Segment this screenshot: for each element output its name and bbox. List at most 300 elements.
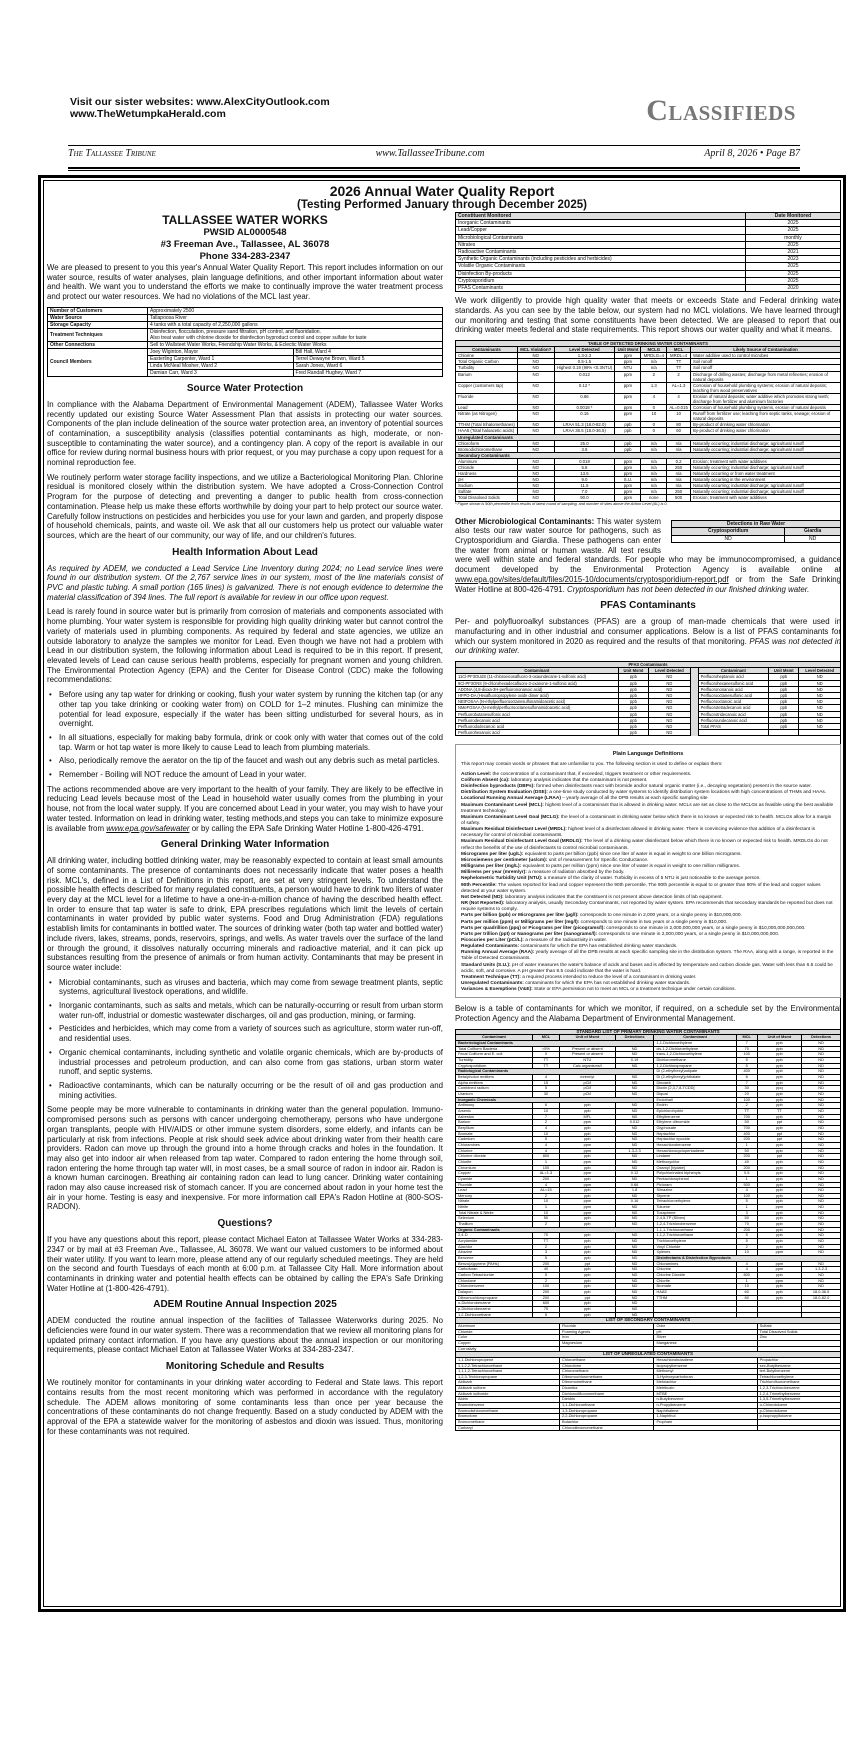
cell: ppm xyxy=(560,1171,616,1177)
cell: Total Dissolved Solids xyxy=(456,495,518,501)
table-row xyxy=(456,256,841,263)
cell: Hexachlorocyclopentadiene xyxy=(654,1148,736,1154)
cell: 1,2,3-Trichlorobenzene xyxy=(757,1386,840,1392)
cell: ppm xyxy=(757,1267,802,1273)
cell: p-Chlorotoluene xyxy=(757,1408,840,1414)
cell: ppb xyxy=(769,717,799,723)
cell: 5 xyxy=(532,1137,559,1143)
cell: Asbestos xyxy=(456,1114,533,1120)
cell: Perfluorotridecanoic acid xyxy=(698,711,768,717)
col-header: Detections xyxy=(802,1035,841,1041)
cell: ppm xyxy=(615,382,641,393)
contaminant-sources xyxy=(59,978,443,1101)
cell: 9.0 xyxy=(554,477,615,483)
cell: TTHM (Total trihalomethanes) xyxy=(456,422,518,428)
cell: ND xyxy=(802,1069,841,1075)
paragraph xyxy=(455,617,841,656)
cell: 50 xyxy=(532,1216,559,1222)
cell: NO xyxy=(518,483,555,489)
cell: ND xyxy=(615,1222,654,1228)
cell: 5 xyxy=(532,1256,559,1262)
cell: Dichloromethane xyxy=(654,1058,736,1064)
cell: Carbofuran xyxy=(456,1267,533,1273)
cell: ND xyxy=(802,1046,841,1052)
cell: Cryptosporidium xyxy=(456,1063,533,1069)
cell: NO xyxy=(518,393,555,404)
cell: Bromomethane xyxy=(456,1420,560,1426)
cell: 400 xyxy=(736,1069,757,1075)
cell: ppb xyxy=(560,1306,616,1312)
cell: ND xyxy=(802,1086,841,1092)
cell: Highest 0.19 (99% <0.3NTU) xyxy=(554,365,615,371)
cell: ND xyxy=(802,1216,841,1222)
value xyxy=(148,328,443,341)
cell: pH xyxy=(654,1329,757,1335)
cell: ppb xyxy=(560,1216,616,1222)
cell: 6 xyxy=(532,1103,559,1109)
definition-term: Milligrams per liter (mg/L): xyxy=(461,864,522,870)
cell: ND xyxy=(802,1227,841,1233)
cell: Chloride xyxy=(456,465,518,471)
paragraph: All drinking water, including bottled drinking water, may be reasonably expected to contain at least small amounts of some contaminants. The presence of contaminants does not necessarily indicate that water poses a health risk. MCL's, defined in a List of Definitions in this report, are set at very stringent levels. To understand the possible health effects described for many regulated constituents, a person would have to drink two liters of water every day at the MCL level for a lifetime to have a one-in-a-million chance of having the described health effect. In order to ensure that tap water is safe to drink, EPA prescribes regulations which limit the levels of certain contaminants in water provided by public water systems. Food and Drug Administration (FDA) regulations establish limits for contaminants in bottled water. The sources of drinking water (both tap water and bottled water) include rivers, lakes, streams, ponds, reservoirs, springs, and wells. As water travels over the surface of the land or through the ground, it dissolves naturally occurring minerals and radioactive material, and it can pick up substances resulting from the presence of animals or from human activity. Contaminants that may be present in source water include: xyxy=(47,856,443,972)
cell: By-product of drinking water chlorination xyxy=(691,422,841,428)
cell: ppb xyxy=(618,686,648,692)
cell: ND xyxy=(799,705,841,711)
cell: n/a xyxy=(641,359,667,365)
definition-text: highest level of a disinfectant allowed in drinking water. There is convincing evidence that addition of a disinfectant is necessary for control of microbial contaminants. xyxy=(461,827,815,839)
cell: Chloride xyxy=(456,1329,560,1335)
definition-text: yearly average of all the DPB results at each specific sampling site in the distribution system. The RAA, along with a range, is reported in the Table of Detected Contaminants. xyxy=(461,950,834,962)
cell: ppb xyxy=(560,1289,616,1295)
cell: ppm xyxy=(615,495,641,501)
treatment-line: Disinfection, flocculation, pressure sand filtration, pH control, and fluoridation. xyxy=(150,328,321,335)
cell: TT xyxy=(667,365,691,371)
cell: 2 xyxy=(736,1103,757,1109)
cell: Metribuzin xyxy=(654,1386,757,1392)
cell: ppb xyxy=(769,686,799,692)
cell: TT xyxy=(532,1239,559,1245)
cell: ppb xyxy=(560,1193,616,1199)
definition-text: unit of measurement for Specific Conductance. xyxy=(547,857,649,863)
cell: 10 xyxy=(736,1250,757,1256)
cell: 4 xyxy=(532,1148,559,1154)
cell: 13.5 xyxy=(554,471,615,477)
section-label: Unregulated Contaminants xyxy=(456,434,841,440)
cell: Naturally occurring or from water treatment xyxy=(691,471,841,477)
cell: Chlorobenzene xyxy=(456,1284,533,1290)
cell: ppb xyxy=(769,674,799,680)
definition-text: corresponds to one minute in 2,000 years, or a single penny in $10,000,000. xyxy=(578,913,742,919)
cell: Dieldrin xyxy=(560,1397,654,1403)
definition-term: Running Annual Average (RAA): xyxy=(461,950,535,956)
cell: Tetrachloroethylene xyxy=(757,1374,840,1380)
cell: Total Nitrate & Nitrite xyxy=(456,1210,533,1216)
cell: 200 xyxy=(736,1154,757,1160)
cell: ppm xyxy=(757,1205,802,1211)
cell: NO xyxy=(518,465,555,471)
cell: ppb xyxy=(757,1233,802,1239)
cell: ND xyxy=(802,1063,841,1069)
cell: Naturally occurring; industrial discharge; agricultural runoff xyxy=(691,446,841,452)
cell: Barium xyxy=(456,371,518,382)
cell: ppb xyxy=(757,1188,802,1194)
crypto-report-link[interactable]: www.epa.gov/sites/default/files/2015-10/documents/cryptosporidium-report.pdf xyxy=(455,574,729,584)
cell: ND xyxy=(615,1239,654,1245)
cell: NMeFOSAA (N-methylperfluorooctanesulfonamidoacetic acid) xyxy=(456,705,619,711)
cell: ND xyxy=(615,1216,654,1222)
cell: Chlordane xyxy=(456,1278,533,1284)
col-header: Contaminant xyxy=(654,1035,736,1041)
cell: ND xyxy=(802,1125,841,1131)
cell: ND xyxy=(615,1250,654,1256)
folio-strip xyxy=(68,148,800,162)
definition-text: highest level of a contaminant that is allowed in drinking water. MCLs are set as close to the MCLGs as feasible using the best available treatment technology. xyxy=(461,802,834,814)
cell: ppb xyxy=(560,1137,616,1143)
cell: n/a xyxy=(641,483,667,489)
water-report-ad xyxy=(38,175,846,1612)
cell: Calc.organisms/l xyxy=(560,1063,616,1069)
cell: 80 xyxy=(667,422,691,428)
cell: 2 xyxy=(641,371,667,382)
cell: ND xyxy=(615,1301,654,1307)
cell: ND xyxy=(649,693,691,699)
cell: 4 xyxy=(736,1267,757,1273)
cell: 5 xyxy=(532,1312,559,1318)
cell: ND xyxy=(802,1154,841,1160)
cell: ppb xyxy=(757,1176,802,1182)
cell: ppm xyxy=(615,411,641,422)
cell: 800 xyxy=(736,1273,757,1279)
definition-term: Action Level: xyxy=(461,771,492,777)
cell: ppb xyxy=(757,1239,802,1245)
cell: ND xyxy=(802,1193,841,1199)
table-row xyxy=(456,495,841,501)
cell: Bromoform xyxy=(456,1414,560,1420)
definition-text: the level of a contaminant in drinking water below which there is no known or expected risk to health. MCLGs allow for a margin of safety. xyxy=(461,814,832,827)
cell: Beta/photon emitters xyxy=(456,1075,533,1081)
cell: 25.0 xyxy=(554,440,615,446)
cell: ppb xyxy=(618,674,648,680)
cell: ND xyxy=(615,1306,654,1312)
cell: Bromodichloromethane xyxy=(456,446,518,452)
cell: ppb xyxy=(757,1075,802,1081)
cell: ND xyxy=(615,1131,654,1137)
cell: ND xyxy=(799,724,841,730)
cell: ppm xyxy=(560,1120,616,1126)
cell: ppb xyxy=(615,440,641,446)
cell: Aluminum xyxy=(456,1323,560,1329)
definition-term: Maximum Contaminant Level (MCL): xyxy=(461,802,544,808)
cell: ppb xyxy=(618,699,648,705)
label: Other Connections xyxy=(48,341,148,348)
cell: Heptachlor xyxy=(654,1131,736,1137)
cell: ppb xyxy=(560,1239,616,1245)
table-row xyxy=(456,277,841,284)
cell: 0.19 xyxy=(615,1058,654,1064)
cell: pCi/l xyxy=(560,1086,616,1092)
heading-source-water: Source Water Protection xyxy=(186,382,304,394)
cell: NTU xyxy=(615,365,641,371)
link-text[interactable]: www.epa.gov/safewater xyxy=(106,823,190,833)
council-member: Damian Carr, Ward 3 xyxy=(148,369,294,376)
cell: n/a xyxy=(641,471,667,477)
cell: Ethylene dibromide xyxy=(654,1120,736,1126)
cell: Aluminum xyxy=(456,458,518,464)
text: Cryptosporidium has not been detected in our finished drinking water. xyxy=(567,584,810,594)
cell: ppb xyxy=(769,724,799,730)
cell: 3-Hydroxycarbofuran xyxy=(654,1374,757,1380)
cell: 1 xyxy=(736,1278,757,1284)
cell: ND xyxy=(799,711,841,717)
cell: Manganese xyxy=(654,1340,757,1346)
cell: ADONA (4,8-dioxa-3H-perfluorononanoic acid) xyxy=(456,686,619,692)
cell: ppm xyxy=(615,471,641,477)
bullet: • Organic chemical contaminants, including synthetic and volatile organic chemicals, which are by-products of industrial processes and petroleum production, and can also come from gas stations, urban storm water runoff, and septic systems. xyxy=(59,1048,443,1077)
cell: HAA5 (Total haloacetic acids) xyxy=(456,428,518,434)
cell: AL=15 xyxy=(532,1188,559,1194)
cell: 70 xyxy=(736,1222,757,1228)
cell: ND xyxy=(615,1193,654,1199)
cell: Sodium xyxy=(456,483,518,489)
cell: ND xyxy=(615,1137,654,1143)
cell: 4 xyxy=(736,1261,757,1267)
cell: 70 xyxy=(532,1233,559,1239)
cell: Tetrachloroethylene xyxy=(654,1199,736,1205)
cell: Perfluorobutanesulfonic acid xyxy=(456,711,619,717)
paragraph: Lead is rarely found in source water but is primarily from corrosion of materials and components associated with home plumbing. Your water system is responsible for providing high quality drinking water but cannot control the variety of materials used in plumbing components. As required by federal and state agencies, we utilize an outside laboratory to analyze the samples we monitor for Lead. Even though we have not had a problem with Lead in our distribution system, the following information about Lead is required to be in this report. If present, elevated levels of Lead can cause serious health problems, especially for pregnant women and young children. The Environmental Protection Agency (EPA) and the Center for Disease Control (CDC) make the following recommendations: xyxy=(47,607,443,685)
col-header: Giardia xyxy=(785,528,841,536)
cell: ppb xyxy=(757,1125,802,1131)
cell: Bromate xyxy=(654,1284,736,1290)
cell: Perfluorodecanoic acid xyxy=(456,717,619,723)
cell: Benzene xyxy=(456,1256,533,1262)
cell: ppb xyxy=(560,1312,616,1318)
cell: Foaming Agents xyxy=(560,1329,654,1335)
cell: ppm xyxy=(560,1205,616,1211)
cell: Lead xyxy=(456,405,518,411)
cell: Nitrate (as Nitrogen) xyxy=(456,411,518,422)
cell: Magnesium xyxy=(560,1340,654,1346)
cell: NO xyxy=(518,353,555,359)
cell: ppb xyxy=(560,1154,616,1160)
cell: 18.0-36.5 xyxy=(802,1289,841,1295)
cell: ND xyxy=(615,1289,654,1295)
cell: Antimony xyxy=(456,1103,533,1109)
cell: Chloroform xyxy=(456,440,518,446)
cell: 200 xyxy=(532,1295,559,1301)
cell: 100 xyxy=(736,1097,757,1103)
cell: ppb xyxy=(618,705,648,711)
cell: Corrosion of household plumbing systems, erosion of natural deposits xyxy=(691,405,841,411)
cell: n-Propylbenzene xyxy=(654,1403,757,1409)
cell: ppb xyxy=(618,693,648,699)
definition-text: State or EPA permission not to meet an MCL or a treatment technique under certain conditions. xyxy=(532,987,736,993)
cell: TT xyxy=(757,1108,802,1114)
cell: ppb xyxy=(560,1284,616,1290)
cell: Chloroform xyxy=(560,1363,654,1369)
cell: ND xyxy=(802,1250,841,1256)
label: Treatment Techniques xyxy=(48,328,148,341)
cell: Methomyl xyxy=(654,1369,757,1375)
cell: ND xyxy=(802,1284,841,1290)
cell: Nitrite xyxy=(456,1205,533,1211)
cell: 4 xyxy=(532,1182,559,1188)
cell: AL=0.015 xyxy=(667,405,691,411)
definitions-box xyxy=(455,744,841,998)
cell: ND xyxy=(802,1176,841,1182)
cell: 70 xyxy=(736,1046,757,1052)
detected-contaminants-table xyxy=(455,340,841,502)
cell: Naturally occurring; industrial discharge; agricultural runoff xyxy=(691,465,841,471)
definition-text: corresponds to one minute in 2,000,000,000 years, or a single penny in $10,000,000,000,000. xyxy=(604,925,806,931)
paragraph: Some people may be more vulnerable to contaminants in drinking water than the general population. Immuno-compromised persons such as persons with cancer undergoing chemotherapy, persons who have undergone organ transplants, people with HIV/AIDS or other immune system disorders, some elderly, and infants can be particularly at risk from infections. People at risk should seek advice about drinking water from their health care providers. Radon can move up through the ground into a home through cracks and holes in the foundation. It may also get into indoor air when released from tap water. Compared to radon entering the home through soil, radon entering the home through tap water will, in most cases, be a small source of radon in indoor air. Radon is a known human carcinogen. Breathing air containing radon can lead to lung cancer. Drinking water containing radon may also cause increased risk of stomach cancer. If you are concerned about radon in your home test the air in your home. Testing is easy and inexpensive. For more information call EPA's Radon Hotline at (800-SOS-RADON). xyxy=(47,1105,443,1212)
cell: 50 xyxy=(736,1148,757,1154)
definition-term: Distribution System Evaluation (DSE): xyxy=(461,790,548,796)
paragraph: We routinely monitor for contaminants in your drinking water according to Federal and State laws. This report contains results from the most recent monitoring which was performed in accordance with the regulatory schedule. The ADEM allows monitoring of some contaminants less than once per year because the concentrations of these contaminants do not change frequently. Based on a study conducted by ADEM with the approval of the EPA a statewide waiver for the monitoring of asbestos and dioxin was issued. Thus, monitoring for these contaminants was not required. xyxy=(47,1378,443,1436)
col-header: Unit Msmt xyxy=(618,668,648,674)
cell: mrem/yr xyxy=(560,1075,616,1081)
cell: 1.3 xyxy=(641,382,667,393)
col-header: Detections xyxy=(615,1035,654,1041)
cell: ppm xyxy=(615,393,641,404)
council-member: Bill Hall, Ward 4 xyxy=(293,348,442,355)
cell: 2020 xyxy=(746,285,841,292)
cell: 5 xyxy=(532,1273,559,1279)
cell: Perfluorododecanoic acid xyxy=(456,724,619,730)
definition-term: Parts per trillion (ppt) or Nanograms per liter (nanograms/l): xyxy=(461,931,598,937)
address: #3 Freeman Ave., Tallassee, AL 36078 xyxy=(160,239,330,250)
text: This water system also tests our raw water source for pathogens, such as Cryptosporidium and Giardia. These pathogens can enter the water from animal or human waste. All test results were well within state and federal standards. For people who may be immunocompromised, a guidance document developed by the Environmental Protection Agency is available online at xyxy=(455,516,841,575)
cell: 11Cl-PF3OUdS (11-chloroeicosafluoro-3-oxaundecane-1-sulfonic acid) xyxy=(456,674,619,680)
cell: ppb xyxy=(560,1301,616,1307)
cell: ND xyxy=(802,1159,841,1165)
definition-term: 90th Percentile: xyxy=(461,882,497,888)
label: Water Source xyxy=(48,314,148,321)
cell: 1 xyxy=(736,1142,757,1148)
cell: ND xyxy=(615,1210,654,1216)
divider xyxy=(68,145,800,146)
cell: Hardness xyxy=(456,471,518,477)
cell: Total Organic Carbon xyxy=(456,359,518,365)
cell: Copper xyxy=(456,1171,533,1177)
cell: 2 xyxy=(532,1244,559,1250)
cell: n/a xyxy=(641,477,667,483)
cell: 60 xyxy=(667,428,691,434)
cell: 7 xyxy=(532,1114,559,1120)
cell: Naturally occurring; industrial discharge; agricultural runoff xyxy=(691,489,841,495)
right-column xyxy=(455,212,841,1431)
cell: ppb xyxy=(560,1273,616,1279)
cell: 30 xyxy=(736,1086,757,1092)
col-header: MCL xyxy=(667,347,691,353)
cell: ppt xyxy=(757,1154,802,1160)
cell: 0 xyxy=(641,405,667,411)
cell: Chlorine xyxy=(456,1148,533,1154)
cell: Acrylamide xyxy=(456,1239,533,1245)
raw-caption: Detections in Raw Water xyxy=(672,520,841,528)
table-row xyxy=(456,241,841,248)
definition-term: Unregulated Contaminants: xyxy=(461,981,524,987)
cell: ND xyxy=(802,1142,841,1148)
cell: ppb xyxy=(757,1289,802,1295)
epa-safewater-link[interactable] xyxy=(106,824,189,833)
cell: 0.0018 * xyxy=(554,405,615,411)
section-label: Inorganic Chemicals xyxy=(456,1097,654,1103)
cell: 2,2-Dichloropropane xyxy=(560,1414,654,1420)
bullet: • In all situations, especially for making baby formula, drink or cook only with water that comes out of the cold tap. Warm or hot tap water is more likely to cause Lead to leach from plumbing materials. xyxy=(59,733,443,752)
cell: NO xyxy=(518,477,555,483)
left-column xyxy=(47,212,443,1441)
cell: 40 xyxy=(736,1159,757,1165)
cell: ppb xyxy=(560,1222,616,1228)
cell: 2025 xyxy=(746,227,841,234)
value: Sell to Wallsteet Water Works, Friendship Water Works, & Eclectic Water Works xyxy=(148,341,443,348)
cell: 250 xyxy=(667,465,691,471)
cell: 0 xyxy=(532,1052,559,1058)
cell: 2 xyxy=(532,1278,559,1284)
table-caption: LIST OF UNREGULATED CONTAMINANTS xyxy=(456,1352,841,1358)
cell: Hexachlorobenzene xyxy=(654,1142,736,1148)
cell: 1,1,1-Trichloroethane xyxy=(654,1227,736,1233)
cell: Lead/Copper xyxy=(456,227,746,234)
cell: NO xyxy=(518,422,555,428)
cell: 0.2 xyxy=(667,458,691,464)
cell: ND xyxy=(799,693,841,699)
cell: ND xyxy=(802,1120,841,1126)
cell: 5 xyxy=(736,1239,757,1245)
cell: ND xyxy=(649,674,691,680)
definition-text: a required process intended to reduce the level of a contaminant in drinking water. xyxy=(520,974,697,980)
cell: Iron xyxy=(560,1335,654,1341)
cell: ppb xyxy=(560,1165,616,1171)
definition-term: Microsiemens per centimeter (us/cm): xyxy=(461,857,548,863)
definition-text: a measure of the clarity of water. Turbidity in excess of 5 NTU is just noticeable to the average person. xyxy=(542,876,761,882)
cell: Uranium xyxy=(456,1092,533,1098)
cell: 30 xyxy=(532,1092,559,1098)
cell: Cyanide xyxy=(456,1176,533,1182)
cell: NO xyxy=(518,489,555,495)
col-header: Contaminants xyxy=(456,347,518,353)
intro-paragraph: We are pleased to present to you this year's Annual Water Quality Report. This report includes information on our water source, results of water analyses, plain language definitions, and other important information about water and health. We want you to understand the efforts we make to continually improve the water treatment process and protect our water resources. We had no violations of the MCL last year. xyxy=(47,263,443,302)
cell: ND xyxy=(802,1244,841,1250)
cell: Chlorite xyxy=(456,1159,533,1165)
cell: 2021 xyxy=(746,249,841,256)
cell: ppb xyxy=(769,711,799,717)
cell: Benzo(a)pyrene [PAHs] xyxy=(456,1261,533,1267)
definition-text: formed when disinfectants react with bromide and/or natural organic matter (i.e., decaying vegetation) present in the source water. xyxy=(534,784,812,790)
paragraph xyxy=(47,564,443,603)
definition xyxy=(461,815,835,827)
cell: trans-1,2-Dichloroethylene xyxy=(654,1052,736,1058)
cell: n/a xyxy=(641,458,667,464)
definition-text: corresponds to one minute in 2,000,000 years, or a single penny in $10,000,000,000. xyxy=(597,931,780,937)
cell: n/a xyxy=(641,365,667,371)
cell: ppm xyxy=(615,483,641,489)
cell: 200 xyxy=(736,1137,757,1143)
cell: ppb xyxy=(618,717,648,723)
cell: Soil runoff xyxy=(691,359,841,365)
cell: AL=1.3 xyxy=(532,1171,559,1177)
cell: ppb xyxy=(757,1114,802,1120)
cell xyxy=(757,1425,840,1431)
cell: Dibromochloromethane xyxy=(560,1374,654,1380)
cell: ND xyxy=(802,1261,841,1267)
cell: ND xyxy=(615,1080,654,1086)
cell: 40 xyxy=(532,1267,559,1273)
cell: o-Chlorotoluene xyxy=(757,1403,840,1409)
report-subtitle: (Testing Performed January through December 2025) xyxy=(297,199,587,211)
cell: ND xyxy=(802,1182,841,1188)
